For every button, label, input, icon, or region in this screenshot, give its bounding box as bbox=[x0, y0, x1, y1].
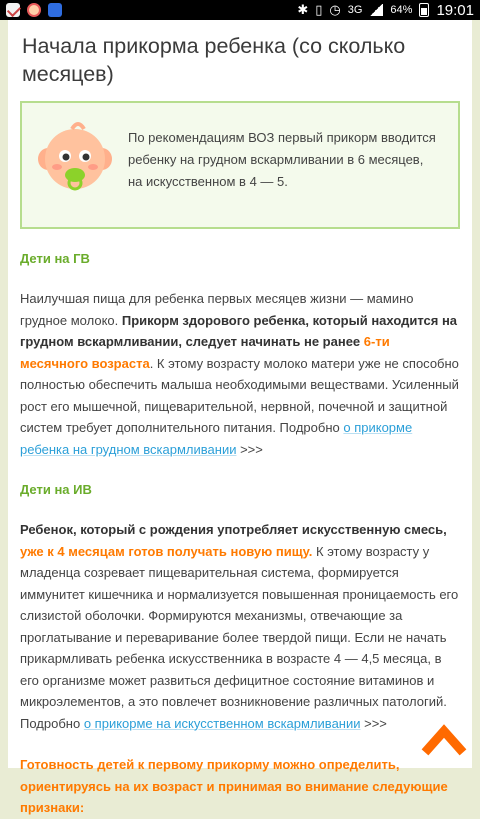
battery-icon bbox=[419, 3, 429, 17]
paragraph-gv-intro: Наилучшая пища для ребенка первых месяцев жизни — мамино грудное молоко. bbox=[20, 291, 414, 328]
link-arrows: >>> bbox=[240, 441, 263, 457]
link-breastfeeding[interactable]: о прикорме ребенка на грудном вскармливании bbox=[20, 420, 413, 457]
app-notification-icon bbox=[27, 3, 41, 17]
section-heading-iv: Дети на ИВ bbox=[20, 482, 92, 497]
bluetooth-icon: ✱ bbox=[297, 2, 309, 17]
network-type: 3G bbox=[347, 4, 363, 16]
chevron-up-icon[interactable] bbox=[422, 717, 466, 761]
paragraph-iv-bold: Ребенок, который с рождения употребляет искусственную смесь, bbox=[20, 522, 447, 537]
clock: 19:01 bbox=[436, 1, 474, 19]
mail-notification-icon bbox=[6, 3, 20, 17]
info-note bbox=[20, 101, 460, 229]
page-title: Начала прикорма ребенка (со сколько месяцев) bbox=[22, 34, 406, 86]
status-bar-right bbox=[297, 2, 474, 19]
battery-percent: 64% bbox=[390, 4, 413, 16]
paragraph-iv-body: К этому возрасту у младенца созревает пищеварительная система, формируется иммунитет кишечника и нормализуется повышенная проницаемость его слизистой оболочки. Формируются механизмы, отвечающие за проглатывание и переваривание более твердой пищи. Если не начать прикармливать ребенка искусственника в возрасте 4 — 4,5 месяца, в его организме может развиться дефицитное состояние витаминов и микроэлементов, а это повлечет возникновение различных патологий. Подробно bbox=[20, 543, 459, 731]
paragraph-gv-bold: Прикорм здорового ребенка, который находится на грудном вскармливании, следует начинать не ранее bbox=[20, 312, 458, 349]
paragraph-iv-highlight: уже к 4 месяцам готов получать новую пищу. bbox=[20, 543, 313, 559]
alarm-icon: ◷ bbox=[329, 2, 341, 17]
article-page bbox=[8, 20, 472, 815]
paragraph-gv bbox=[20, 288, 460, 460]
article-content bbox=[8, 20, 472, 819]
vibrate-icon: ▯ bbox=[315, 2, 323, 17]
status-bar-left bbox=[6, 3, 62, 17]
paragraph-iv bbox=[20, 519, 460, 734]
baby-pacifier-icon bbox=[32, 115, 118, 199]
link-arrows: >>> bbox=[364, 715, 387, 731]
paragraph-gv-body: . К этому возрасту молоко матери уже не способно полностью обеспечить малыша необходимыми веществами. Усиленный рост его мышечной, пищеварительной, нервной, почечной и защитной систем требует дополнительного питания. Подробно bbox=[20, 355, 459, 435]
link-formula-feeding[interactable]: о прикорме на искусственном вскармливании bbox=[83, 715, 361, 731]
paragraph-gv-highlight: 6-ти месячного возраста bbox=[20, 334, 390, 371]
info-note-text: По рекомендациям ВОЗ первый прикорм вводится ребенку на грудном вскармливании в 6 месяцев, на искусственном в 4 — 5. bbox=[128, 130, 436, 189]
store-notification-icon bbox=[48, 3, 62, 17]
readiness-paragraph: Готовность детей к первому прикорму можно определить, ориентируясь на их возраст и принимая во внимание следующие признаки: bbox=[20, 757, 448, 815]
status-bar bbox=[0, 0, 480, 20]
signal-icon bbox=[369, 4, 383, 16]
section-heading-gv: Дети на ГВ bbox=[20, 251, 90, 266]
